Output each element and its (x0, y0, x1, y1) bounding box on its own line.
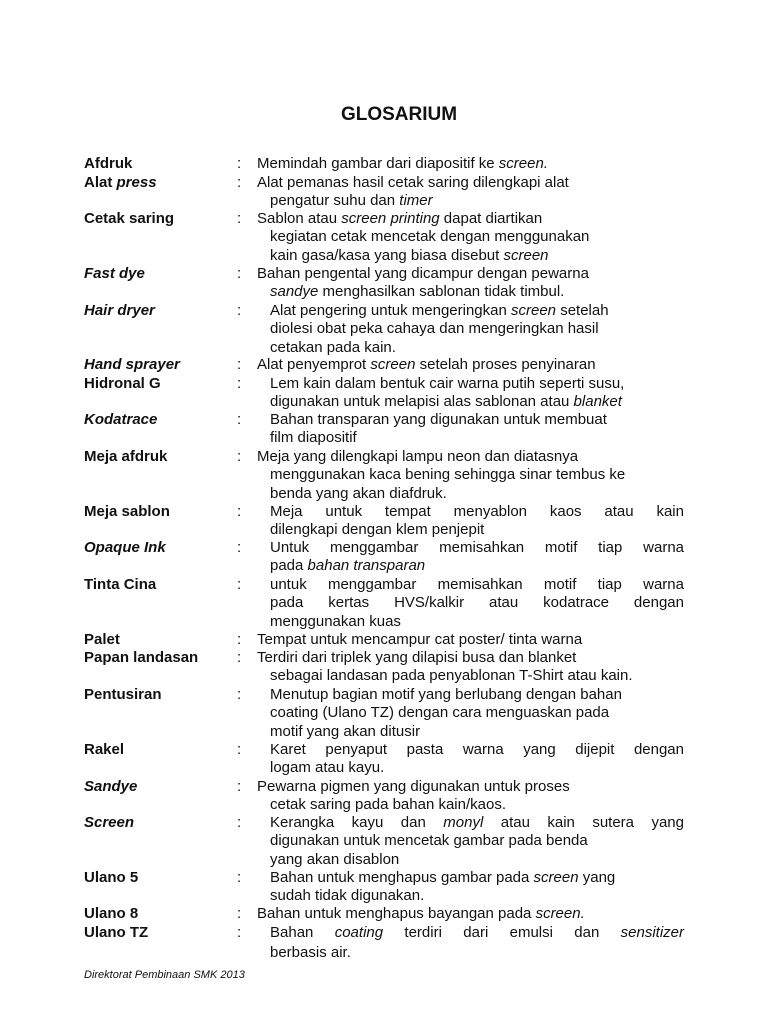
glossary-term (84, 905, 138, 923)
text-segment: Tinta Cina (84, 576, 157, 593)
text-segment: Karet penyaput pasta warna yang dijepit dengan (270, 741, 684, 758)
definition-line (270, 302, 609, 320)
term-separator: : (237, 869, 242, 886)
text-segment: Bahan untuk menghapus gambar pada (270, 869, 534, 886)
text-segment: pengatur suhu dan (270, 192, 400, 210)
definition-line (257, 778, 570, 796)
text-segment: Sablon atau (257, 210, 342, 227)
text-segment: yang akan disablon (270, 850, 400, 868)
definition-line (257, 356, 596, 374)
text-segment: atau kain sutera yang (483, 814, 684, 831)
text-segment: kegiatan cetak mencetak dengan menggunakan (270, 228, 590, 246)
text-segment: diolesi obat peka cahaya dan mengeringkan hasil (270, 320, 599, 338)
text-segment: Alat penyemprot (257, 356, 371, 373)
text-segment: screen (503, 246, 549, 264)
definition-line (270, 704, 609, 722)
text-segment: sandye (270, 283, 319, 301)
definition-line (257, 905, 585, 923)
text-segment: Ulano TZ (84, 924, 149, 941)
definition-line (257, 631, 582, 649)
text-segment: Menutup bagian motif yang berlubang dengan bahan (270, 686, 622, 703)
text-segment: digunakan untuk melapisi alas sablonan atau (270, 393, 574, 411)
text-segment: pada kertas HVS/kalkir atau kodatrace dengan (270, 594, 684, 612)
definition-line (270, 192, 433, 210)
text-segment: timer (399, 192, 433, 210)
text-segment: berbasis air. (270, 944, 351, 962)
definition-line (270, 429, 357, 447)
definition-line (270, 869, 615, 887)
text-segment: untuk menggambar memisahkan motif tiap warna (270, 576, 684, 593)
text-segment: cetak saring pada bahan kain/kaos. (270, 796, 506, 814)
text-segment: yang (578, 869, 616, 886)
glossary-term (84, 576, 156, 594)
text-segment: terdiri dari emulsi dan (383, 924, 621, 941)
glossary-term (84, 411, 157, 429)
text-segment: Opaque Ink (84, 539, 166, 556)
text-segment: Afdruk (84, 155, 133, 172)
glossary-term (84, 649, 198, 667)
definition-line (270, 814, 684, 832)
term-separator: : (237, 174, 242, 191)
text-segment: blanket (573, 393, 622, 411)
text-segment: Palet (84, 631, 120, 648)
term-separator: : (237, 539, 242, 556)
definition-line (270, 503, 684, 521)
text-segment: menggunakan kuas (270, 612, 401, 630)
definition-line (270, 594, 684, 612)
text-segment: Screen (84, 814, 135, 831)
definition-line (270, 557, 425, 575)
definition-line (270, 339, 396, 357)
definition-line (257, 155, 548, 173)
text-segment: screen (370, 356, 416, 373)
text-segment: Bahan transparan yang digunakan untuk membuat (270, 411, 607, 428)
term-separator: : (237, 210, 242, 227)
definition-line (270, 539, 684, 557)
definition-line (257, 210, 542, 228)
definition-line (270, 944, 351, 962)
glossary-term (84, 869, 138, 887)
definition-line (270, 667, 633, 685)
text-segment: Meja yang dilengkapi lampu neon dan diatasnya (257, 448, 579, 465)
definition-line (270, 521, 484, 539)
text-segment: Bahan (270, 924, 335, 941)
text-segment: Kodatrace (84, 411, 158, 428)
glossary-term (84, 356, 180, 374)
term-separator: : (237, 649, 242, 666)
text-segment: sudah tidak digunakan. (270, 887, 425, 905)
text-segment: Kerangka kayu dan (270, 814, 444, 831)
text-segment: monyl (443, 814, 484, 831)
text-segment: Pewarna pigmen yang digunakan untuk proses (257, 778, 570, 795)
text-segment: Alat pengering untuk mengeringkan (270, 302, 511, 319)
text-segment: setelah proses penyinaran (415, 356, 596, 373)
glossary-term (84, 503, 170, 521)
definition-line (257, 174, 569, 192)
page-footer: Direktorat Pembinaan SMK 2013 (84, 969, 245, 981)
term-separator: : (237, 686, 242, 703)
glossary-term (84, 778, 137, 796)
text-segment: Tempat untuk mencampur cat poster/ tinta warna (257, 631, 583, 648)
definition-line (270, 375, 624, 393)
text-segment: Terdiri dari triplek yang dilapisi busa dan blanket (257, 649, 577, 666)
definition-line (270, 228, 589, 246)
text-segment: Cetak saring (84, 210, 175, 227)
page-title: GLOSARIUM (340, 104, 458, 125)
text-segment: film diapositif (270, 429, 357, 447)
term-separator: : (237, 356, 242, 373)
text-segment: screen (511, 302, 557, 319)
text-segment: Ulano 8 (84, 905, 139, 922)
text-segment: Pentusiran (84, 686, 162, 703)
text-segment: menggunakan kaca bening sehingga sinar tembus ke (270, 466, 626, 484)
text-segment: screen. (498, 155, 548, 172)
definition-line (270, 283, 564, 301)
text-segment: motif yang akan ditusir (270, 722, 421, 740)
text-segment: coating (Ulano TZ) dengan cara menguaskan pada (270, 704, 610, 722)
text-segment: setelah (556, 302, 609, 319)
term-separator: : (237, 411, 242, 428)
glossary-term (84, 448, 167, 466)
definition-line (257, 265, 589, 283)
text-segment: Meja afdruk (84, 448, 168, 465)
term-separator: : (237, 155, 242, 172)
definition-line (270, 796, 506, 814)
text-segment: screen. (535, 905, 585, 922)
term-separator: : (237, 924, 242, 941)
text-segment: coating (334, 924, 384, 941)
glossary-term (84, 265, 145, 283)
text-segment: Meja sablon (84, 503, 170, 520)
text-segment: Hair dryer (84, 302, 155, 319)
term-separator: : (237, 265, 242, 282)
definition-line (270, 924, 684, 942)
text-segment: Sandye (84, 778, 138, 795)
definition-line (270, 411, 607, 429)
text-segment: screen printing (341, 210, 440, 227)
text-segment: digunakan untuk mencetak gambar pada benda (270, 832, 588, 850)
term-separator: : (237, 375, 242, 392)
glossary-term (84, 155, 132, 173)
text-segment: bahan transparan (307, 557, 426, 575)
glossary-term (84, 539, 166, 557)
text-segment: Fast dye (84, 265, 145, 282)
definition-line (270, 723, 420, 741)
glossary-term (84, 924, 148, 942)
glossary-term (84, 741, 124, 759)
definition-line (270, 686, 622, 704)
text-segment: dilengkapi dengan klem penjepit (270, 521, 485, 539)
text-segment: kain gasa/kasa yang biasa disebut (270, 246, 504, 264)
text-segment: screen (533, 869, 579, 886)
text-segment: sebagai landasan pada penyablonan T-Shirt atau kain. (270, 667, 633, 685)
definition-line (270, 320, 599, 338)
definition-line (270, 576, 684, 594)
definition-line (257, 448, 578, 466)
text-segment: Hidronal G (84, 375, 161, 392)
term-separator: : (237, 905, 242, 922)
glossary-term (84, 375, 161, 393)
glossary-term (84, 210, 174, 228)
term-separator: : (237, 814, 242, 831)
text-segment: Lem kain dalam bentuk cair warna putih seperti susu, (270, 375, 625, 392)
definition-line (270, 741, 684, 759)
definition-line (270, 393, 622, 411)
definition-line (270, 887, 424, 905)
glossary-term (84, 814, 134, 832)
text-segment: Alat (84, 174, 117, 191)
text-segment: dapat diartikan (439, 210, 543, 227)
text-segment: Meja untuk tempat menyablon kaos atau kain (270, 503, 684, 520)
text-segment: Rakel (84, 741, 125, 758)
term-separator: : (237, 741, 242, 758)
text-segment: Memindah gambar dari diapositif ke (257, 155, 499, 172)
text-segment: Alat pemanas hasil cetak saring dilengkapi alat (257, 174, 569, 191)
text-segment: Untuk menggambar memisahkan motif tiap warna (270, 539, 684, 556)
term-separator: : (237, 576, 242, 593)
definition-line (270, 466, 625, 484)
text-segment: press (116, 174, 157, 191)
text-segment: pada (270, 557, 308, 575)
definition-line (270, 851, 399, 869)
definition-line (270, 759, 384, 777)
definition-line (270, 485, 447, 503)
term-separator: : (237, 631, 242, 648)
definition-line (270, 613, 401, 631)
text-segment: Hand sprayer (84, 356, 180, 373)
glossary-term (84, 302, 155, 320)
term-separator: : (237, 448, 242, 465)
text-segment: sensitizer (620, 924, 685, 941)
text-segment: Bahan untuk menghapus bayangan pada (257, 905, 536, 922)
definition-line (270, 832, 588, 850)
term-separator: : (237, 503, 242, 520)
glossary-term (84, 174, 157, 192)
definition-line (257, 649, 576, 667)
text-segment: Bahan pengental yang dicampur dengan pewarna (257, 265, 589, 282)
glossary-term (84, 686, 162, 704)
text-segment: Papan landasan (84, 649, 199, 666)
glossary-term (84, 631, 120, 649)
text-segment: benda yang akan diafdruk. (270, 484, 447, 502)
definition-line (270, 247, 549, 265)
text-segment: cetakan pada kain. (270, 338, 396, 356)
text-segment: logam atau kayu. (270, 759, 385, 777)
text-segment: menghasilkan sablonan tidak timbul. (318, 283, 565, 301)
term-separator: : (237, 302, 242, 319)
term-separator: : (237, 778, 242, 795)
text-segment: Ulano 5 (84, 869, 139, 886)
